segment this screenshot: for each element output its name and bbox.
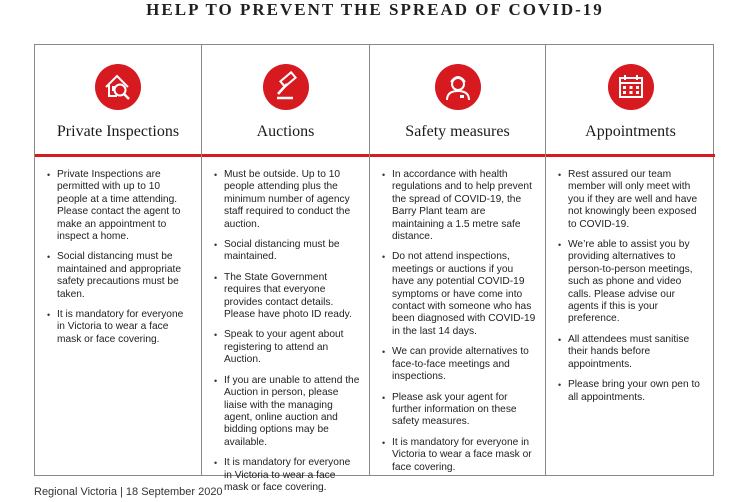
column-heading: Safety measures (405, 123, 510, 140)
list-item: • Private Inspections are permitted with up to 10 people at a time attending. Please contact the agent to make an appointment to inspect a home. (47, 169, 193, 243)
list-item: • It is mandatory for everyone in Victoria to wear a face mask or face covering. (47, 309, 193, 346)
column-auctions (201, 45, 369, 493)
house-magnifier-icon (95, 64, 141, 110)
list-item: • Do not attend inspections, meetings or auctions if you have any potential COVID-19 symptoms or have come into contact with someone who has been diagnosed with COVID-19 in the last 14 days. (382, 251, 537, 338)
list-item: • Please ask your agent for further information on these safety measures. (382, 392, 537, 429)
column-heading: Private Inspections (56, 123, 180, 140)
list-item: • It is mandatory for everyone in Victoria to wear a face mask or face covering. (214, 457, 361, 494)
column-safety-measures (369, 45, 545, 475)
list-item: • In accordance with health regulations and to help prevent the spread of COVID-19, the Barry Plant team are maintaining a 1.5 metre safe distance. (382, 169, 537, 243)
list-item: • Rest assured our team member will only meet with you if they are well and have not knowingly been exposed to COVID-19. (558, 169, 707, 231)
list-item: • Social distancing must be maintained and appropriate safety precautions must be taken. (47, 251, 193, 301)
calendar-icon (608, 64, 654, 110)
column-heading: Auctions (256, 123, 315, 140)
footer-text: Regional Victoria | 18 September 2020 (34, 486, 223, 498)
bullet-list (202, 169, 369, 502)
list-item: • The State Government requires that everyone provides contact details. Please have photo ID ready. (214, 272, 361, 322)
gavel-icon (263, 64, 309, 110)
column-heading: Appointments (585, 123, 676, 140)
list-item: • Social distancing must be maintained. (214, 239, 361, 264)
bullet-list (35, 169, 201, 354)
person-icon (435, 64, 481, 110)
bullet-list (370, 169, 545, 482)
bullet-list (546, 169, 715, 412)
list-item: • All attendees must sanitise their hands before appointments. (558, 334, 707, 371)
list-item: • Please bring your own pen to all appointments. (558, 379, 707, 404)
list-item: • It is mandatory for everyone in Victoria to wear a face mask or face covering. (382, 437, 537, 474)
list-item: • Must be outside. Up to 10 people attending plus the minimum number of agency staff required to conduct the auction. (214, 169, 361, 231)
column-private-inspections (35, 45, 201, 475)
column-appointments (545, 45, 715, 475)
list-item: • We can provide alternatives to face-to-face meetings and inspections. (382, 346, 537, 383)
list-item: • We’re able to assist you by providing alternatives to person-to-person meetings, such as phone and video calls. Please advise our agents if this is your preference. (558, 239, 707, 326)
list-item: • Speak to your agent about registering to attend an Auction. (214, 329, 361, 366)
page-title: HELP TO PREVENT THE SPREAD OF COVID-19 (146, 0, 604, 19)
list-item: • If you are unable to attend the Auction in person, please liaise with the managing agent, online auction and bidding options may be available. (214, 375, 361, 449)
